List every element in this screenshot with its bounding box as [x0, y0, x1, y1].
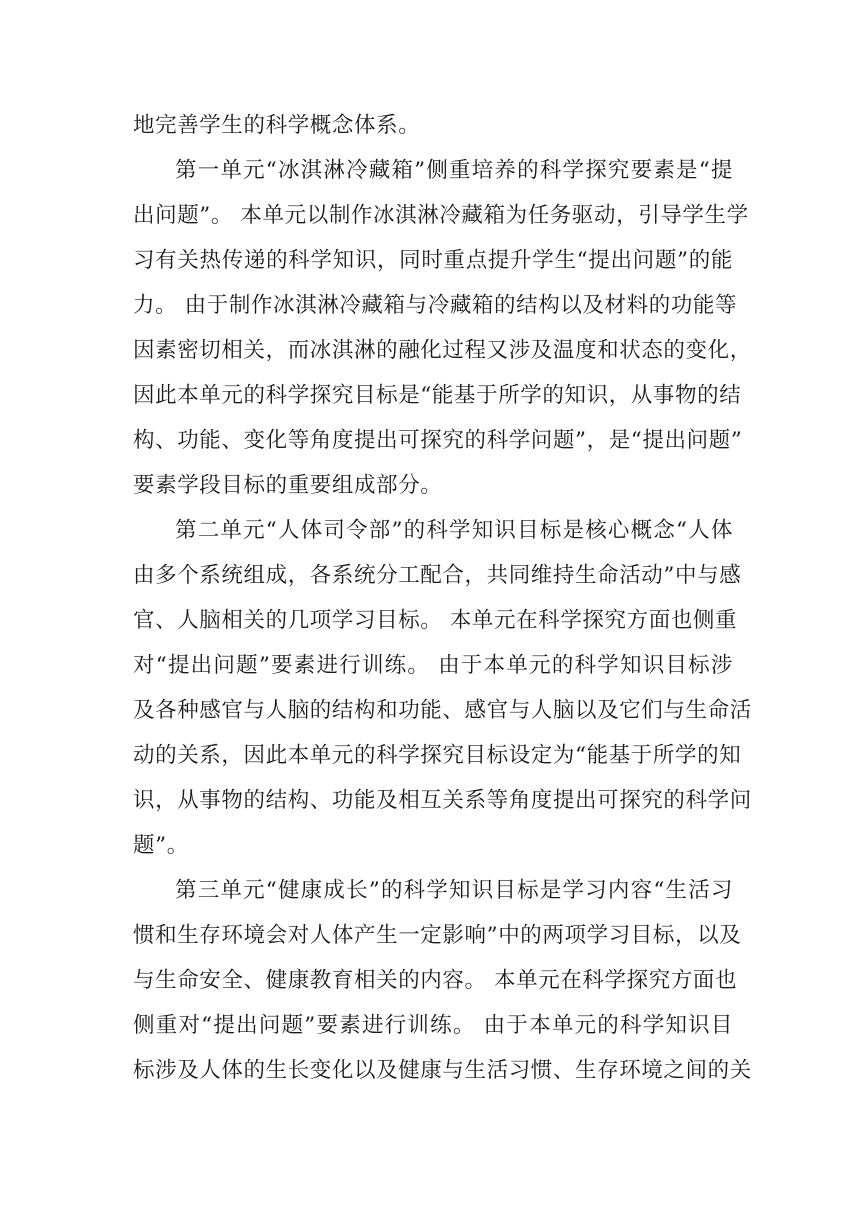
- text-line: 因此本单元的科学探究目标是“能基于所学的知识，从事物的结: [133, 383, 742, 408]
- text-line: 标涉及人体的生长变化以及健康与生活习惯、生存环境之间的关: [133, 1058, 752, 1083]
- text-line: 第一单元“冰淇淋冷藏箱”侧重培养的科学探究要素是“提: [175, 158, 733, 183]
- text-line: 题”。: [133, 833, 189, 858]
- text-line: 力。 由于制作冰淇淋冷藏箱与冷藏箱的结构以及材料的功能等: [133, 293, 738, 318]
- text-line: 对“提出问题”要素进行训练。 由于本单元的科学知识目标涉: [133, 653, 733, 678]
- text-line: 出问题”。 本单元以制作冰淇淋冷藏箱为任务驱动，引导学生学: [133, 203, 749, 228]
- text-line: 地完善学生的科学概念体系。: [133, 113, 421, 138]
- text-line: 因素密切相关，而冰淇淋的融化过程又涉及温度和状态的变化，: [133, 338, 752, 363]
- text-line: 及各种感官与人脑的结构和功能、感官与人脑以及它们与生命活: [133, 698, 752, 723]
- text-line: 惯和生存环境会对人体产生一定影响”中的两项学习目标，以及: [133, 923, 742, 948]
- text-line: 习有关热传递的科学知识，同时重点提升学生“提出问题”的能: [133, 248, 733, 273]
- text-line: 构、功能、变化等角度提出可探究的科学问题”，是“提出问题”: [133, 428, 743, 453]
- text-line: 要素学段目标的重要组成部分。: [133, 473, 443, 498]
- text-line: 识，从事物的结构、功能及相互关系等角度提出可探究的科学问: [133, 788, 752, 813]
- text-line: 第二单元“人体司令部”的科学知识目标是核心概念“人体: [175, 518, 733, 543]
- text-line: 官、人脑相关的几项学习目标。 本单元在科学探究方面也侧重: [133, 608, 738, 633]
- text-line: 由多个系统组成，各系统分工配合，共同维持生命活动”中与感: [133, 563, 742, 588]
- text-line: 侧重对“提出问题”要素进行训练。 由于本单元的科学知识目: [133, 1013, 733, 1038]
- text-line: 与生命安全、健康教育相关的内容。 本单元在科学探究方面也: [133, 968, 738, 993]
- text-line: 第三单元“健康成长”的科学知识目标是学习内容“生活习: [175, 878, 733, 903]
- text-line: 动的关系，因此本单元的科学探究目标设定为“能基于所学的知: [133, 743, 742, 768]
